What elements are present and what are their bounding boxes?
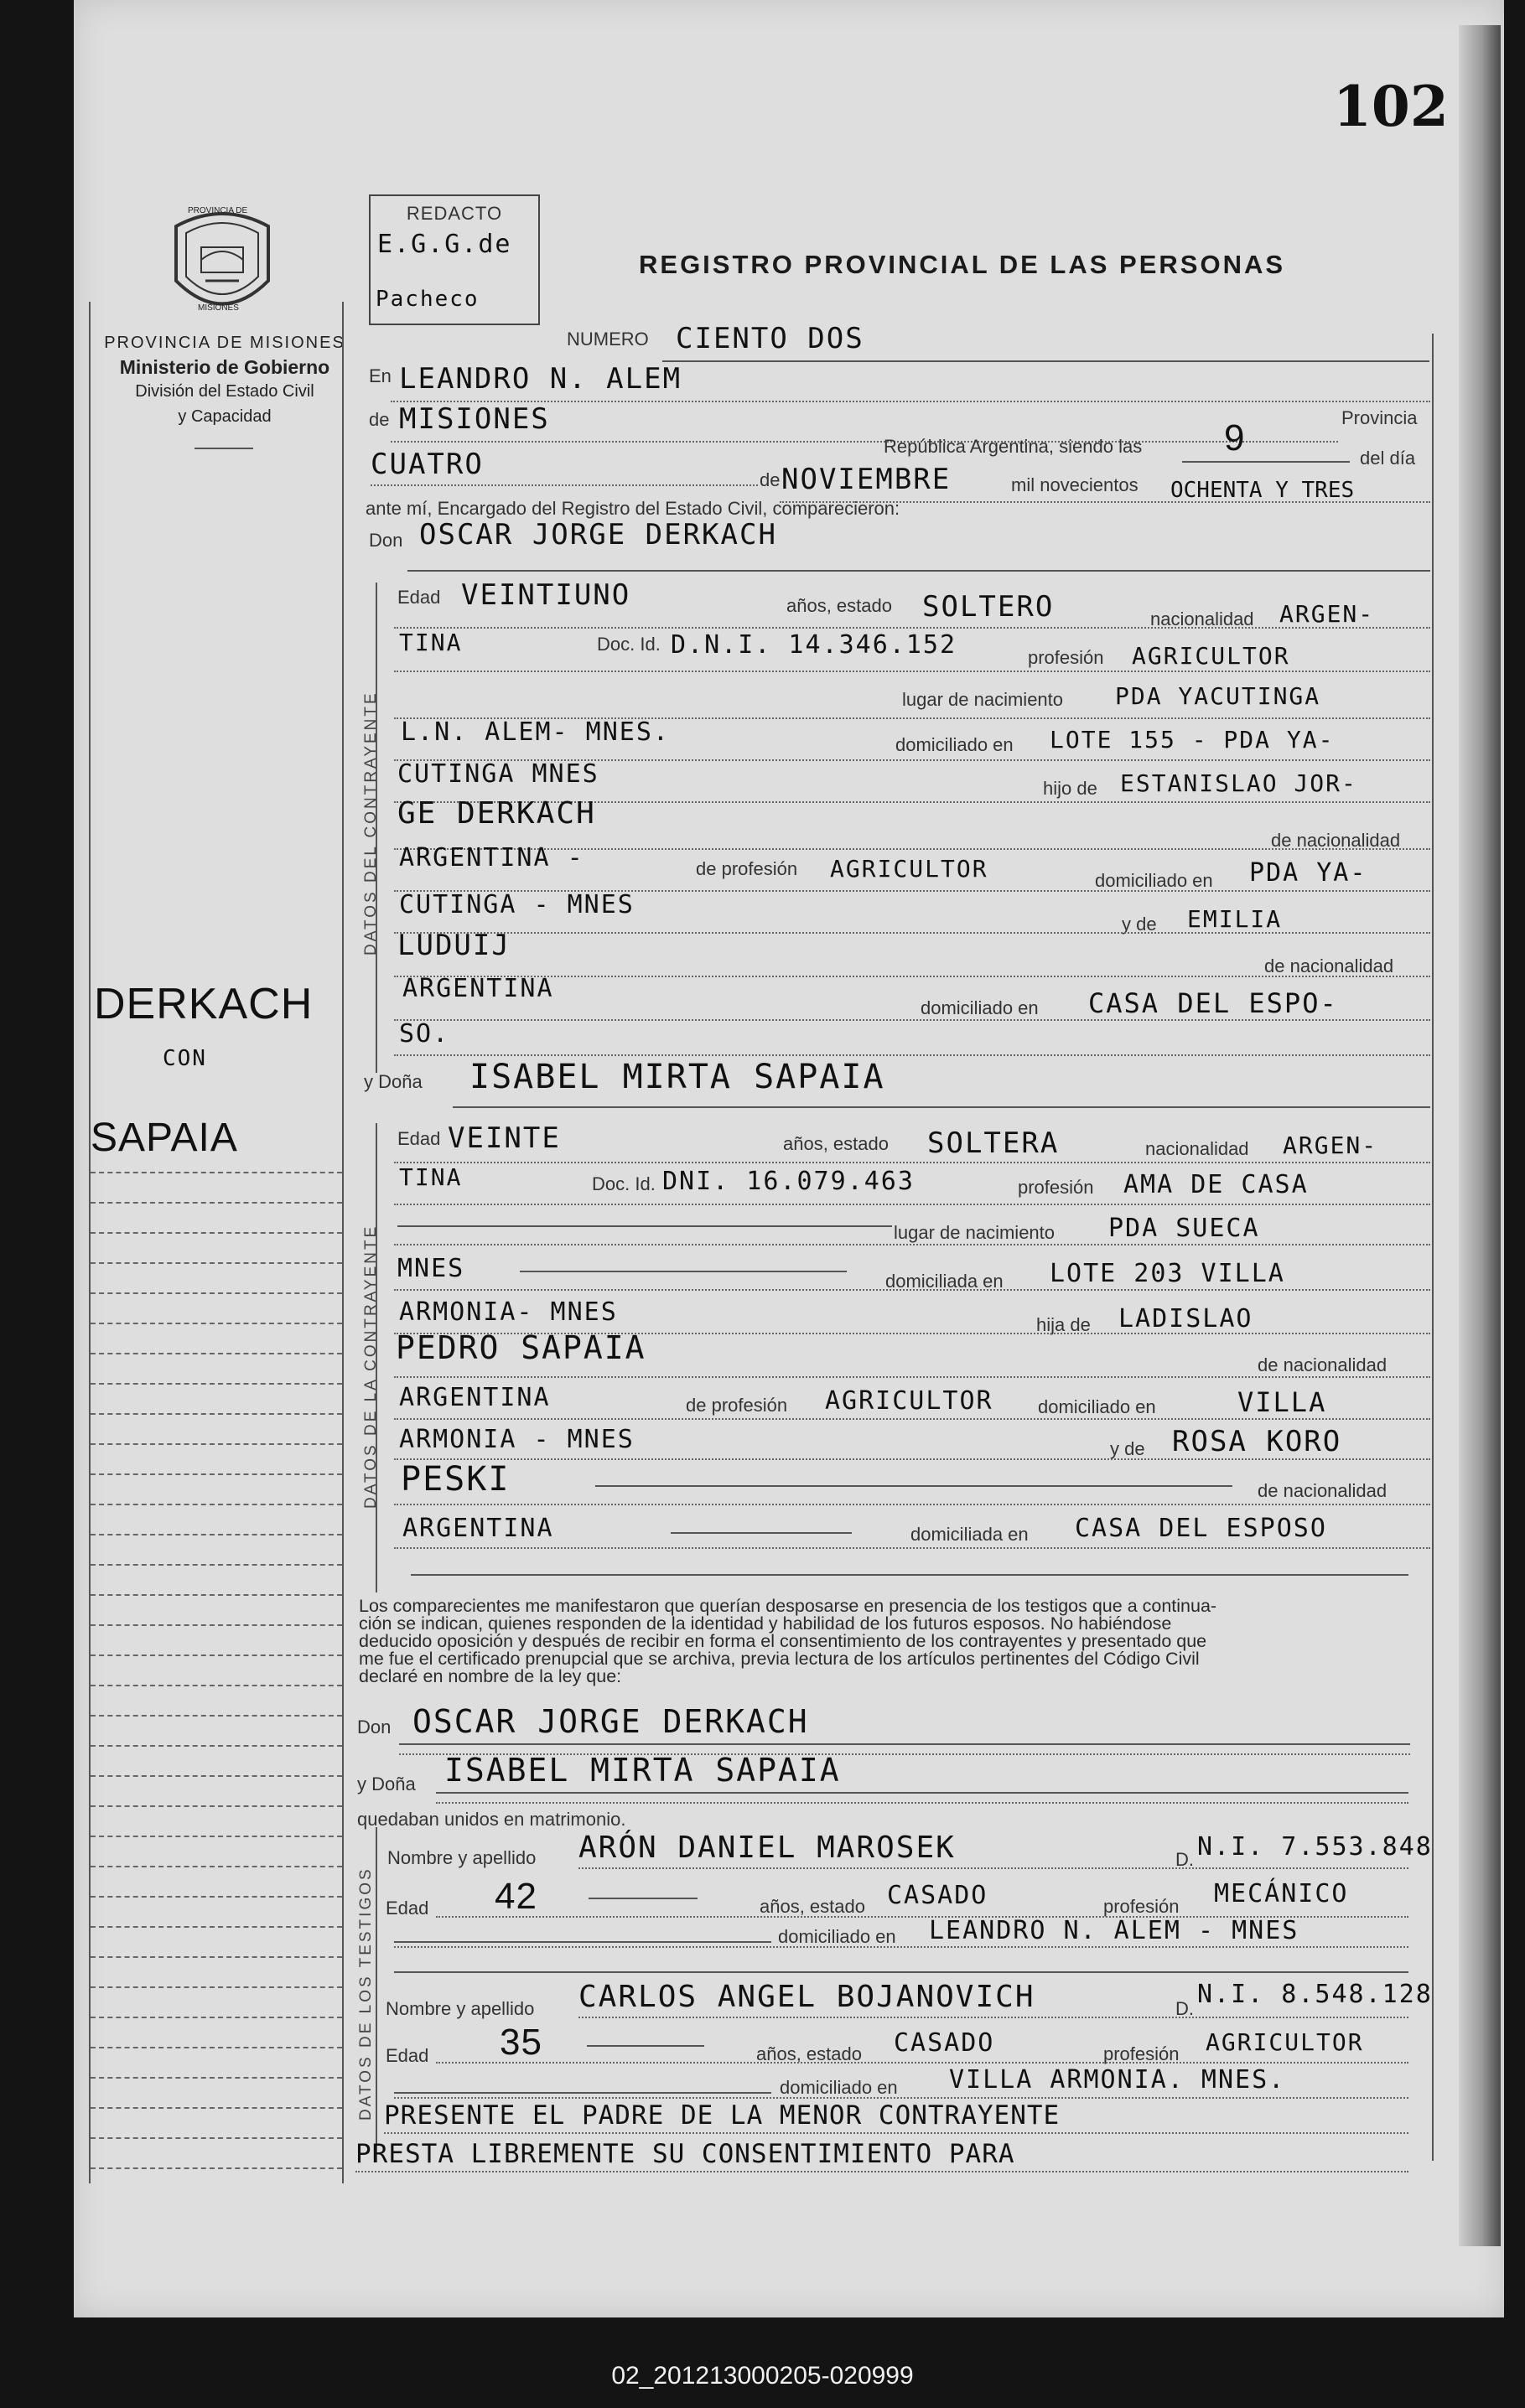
w2-dom-rule (394, 2097, 1408, 2099)
bride-lugar-rule (394, 1244, 1430, 1245)
dia-value: CUATRO (371, 448, 484, 481)
w2-anos-label: años, estado (756, 2043, 862, 2064)
mil-label: mil novecientos (1011, 474, 1139, 495)
w2-prof-label: profesión (1103, 2043, 1180, 2064)
de-label: de (369, 409, 390, 430)
declaration-line-4: me fue el certificado prenupcial que se archiva, previa lectura de los artículos pertinentes del Código Civil (359, 1649, 1200, 1669)
bride-lugar-label: lugar de nacimiento (894, 1222, 1056, 1243)
stamp-line2: E.G.G.de (377, 230, 512, 259)
bride-madre-nac-line (671, 1532, 852, 1534)
groom-doc-rule (394, 671, 1430, 672)
bride-padre-nac: ARGENTINA (399, 1383, 551, 1412)
right-border-rule (1432, 334, 1434, 2161)
margin-note-con: CON (163, 1046, 207, 1071)
w2-nombre-label: Nombre y apellido (386, 1998, 535, 2019)
mes-value: NOVIEMBRE (781, 463, 952, 496)
bride-madre-nac-rule (394, 1547, 1430, 1549)
bride-madre-value: ROSA KORO (1172, 1425, 1342, 1458)
declaration-dona-rule-2 (436, 1802, 1408, 1804)
declaration-don-label: Don (357, 1717, 392, 1737)
bride-intro-label: y Doña (364, 1071, 423, 1092)
groom-padre-value: ESTANISLAO JOR- (1120, 769, 1357, 797)
de-rule (391, 441, 1338, 443)
bride-padre-value: LADISLAO (1118, 1304, 1253, 1333)
numero-value: CIENTO DOS (676, 322, 864, 355)
w1-dom-label: domiciliado en (778, 1926, 896, 1947)
bride-madre-dom-label: domiciliada en (910, 1524, 1029, 1545)
declaration-dona-value: ISABEL MIRTA SAPAIA (444, 1752, 841, 1789)
w2-prof-value: AGRICULTOR (1206, 2028, 1364, 2056)
w1-nombre-label: Nombre y apellido (387, 1847, 537, 1868)
w1-nombre-value: ARÓN DANIEL MAROSEK (578, 1831, 956, 1865)
w2-d-label: D. (1175, 1998, 1194, 2019)
bride-madre-cont: PESKI (401, 1460, 511, 1499)
groom-edad-label: Edad (397, 587, 441, 608)
inner-column-rule (342, 302, 344, 2183)
office-capacity: y Capacidad (178, 407, 272, 426)
w2-d-value: N.I. 8.548.128 (1197, 1980, 1433, 2009)
w2-edad-rule (436, 2062, 1408, 2064)
ante-label: ante mí, Encargado del Registro del Estado Civil, comparecieron: (366, 498, 900, 519)
de-mes-label: de (760, 469, 781, 490)
groom-dom-value: LOTE 155 - PDA YA- (1050, 726, 1335, 753)
declaration-line-3: deducido oposición y después de recibir en forma el consentimiento de los contrayentes y presentado que (359, 1631, 1207, 1651)
provincia-label: Provincia (1341, 407, 1418, 428)
crest-text-top: PROVINCIA DE (188, 206, 248, 215)
w1-d-value: N.I. 7.553.848 (1197, 1832, 1433, 1862)
groom-dom-label: domiciliado en (895, 734, 1014, 755)
groom-padre-nac: ARGENTINA - (399, 843, 584, 873)
bride-padre-prof: AGRICULTOR (825, 1386, 993, 1416)
bride-madre-nac-label: de nacionalidad (1258, 1480, 1388, 1501)
bride-edad-rule (394, 1162, 1430, 1163)
en-label: En (369, 365, 392, 386)
groom-doc-value: D.N.I. 14.346.152 (671, 630, 957, 660)
bride-y-de-label: y de (1110, 1438, 1145, 1459)
bride-prof-label: profesión (1018, 1177, 1094, 1198)
groom-final-rule (394, 1054, 1430, 1056)
w1-anos-label: años, estado (760, 1896, 865, 1917)
consent-note-line-2: PRESTA LIBREMENTE SU CONSENTIMIENTO PARA (355, 2139, 1015, 2169)
crest-text-bottom: MISIONES (198, 303, 239, 313)
numero-label: NUMERO (567, 329, 649, 350)
declaration-line-1: Los comparecientes me manifestaron que querían desposarse en presencia de los testigos que a continua- (359, 1596, 1217, 1616)
w2-nombre-rule (578, 2017, 1408, 2018)
margin-note-surname-1: DERKACH (94, 980, 314, 1028)
de-value: MISIONES (399, 402, 550, 436)
w1-edad-line (589, 1898, 698, 1899)
document-heading: REGISTRO PROVINCIAL DE LAS PERSONAS (639, 250, 1286, 279)
declaration-closing: quedaban unidos en matrimonio. (357, 1809, 626, 1830)
w1-dom-value: LEANDRO N. ALEM - MNES (929, 1916, 1299, 1945)
del-dia-label: del día (1360, 448, 1416, 469)
consent-note-rule-1 (384, 2132, 1408, 2134)
bride-intro-rule (453, 1106, 1430, 1108)
groom-edad-rule (394, 627, 1430, 629)
groom-madre-dom: CASA DEL ESPO- (1088, 987, 1338, 1019)
w2-estado-value: CASADO (894, 2028, 995, 2058)
bride-madre-cont-row-rule (394, 1504, 1430, 1505)
bride-padre-prof-label: de profesión (686, 1395, 788, 1416)
stamp-printed: REDACTO (406, 203, 503, 224)
numero-rule (662, 360, 1429, 362)
bride-nac-value: ARGEN- (1283, 1132, 1378, 1159)
bride-dom-value: LOTE 203 VILLA (1050, 1259, 1285, 1288)
declaration-don-rule (399, 1743, 1410, 1745)
groom-doc-label: Doc. Id. (597, 634, 661, 655)
stamp-line3: Pacheco (376, 287, 480, 312)
groom-section-label: DATOS DEL CONTRAYENTE (362, 691, 380, 955)
bride-intro-name: ISABEL MIRTA SAPAIA (469, 1058, 885, 1096)
groom-padre-prof: AGRICULTOR (830, 855, 988, 883)
office-rule (195, 448, 253, 449)
groom-madre-dom-label: domiciliado en (921, 997, 1039, 1018)
bride-nac-cont: TINA (399, 1163, 463, 1191)
left-column-rule (89, 302, 91, 2183)
groom-padre-cont: GE DERKACH (397, 796, 596, 831)
groom-name: OSCAR JORGE DERKACH (419, 518, 777, 552)
groom-anos-label: años, estado (786, 595, 892, 616)
bride-madre-dom: CASA DEL ESPOSO (1075, 1514, 1327, 1543)
w2-nombre-value: CARLOS ANGEL BOJANOVICH (578, 1980, 1035, 2014)
groom-lugar-cont: L.N. ALEM- MNES. (401, 717, 670, 747)
bride-dom-label: domiciliada en (885, 1271, 1004, 1292)
groom-lugar-label: lugar de nacimiento (902, 689, 1064, 710)
consent-note-rule-2 (355, 2171, 1408, 2172)
groom-padre-dom-cont: CUTINGA - MNES (399, 890, 635, 919)
office-division: División del Estado Civil (135, 382, 314, 401)
en-value: LEANDRO N. ALEM (399, 362, 682, 396)
consent-note-line-1: PRESENTE EL PADRE DE LA MENOR CONTRAYENTE (384, 2100, 1061, 2131)
groom-madre-nac-rule (394, 1019, 1430, 1021)
bride-edad-value: VEINTE (448, 1121, 561, 1155)
w1-edad-label: Edad (386, 1898, 429, 1919)
w1-prof-label: profesión (1103, 1896, 1180, 1917)
day-rule (1182, 461, 1350, 463)
groom-padre-nac-label: de nacionalidad (1271, 830, 1401, 851)
page-edge (1459, 25, 1501, 2246)
year-value: OCHENTA Y TRES (1170, 478, 1355, 503)
bride-lugar-blank (397, 1225, 892, 1227)
w1-final-rule (394, 1971, 1408, 1973)
bride-madre-rule (394, 1458, 1430, 1460)
bride-padre-dom-label: domiciliado en (1038, 1396, 1156, 1417)
w1-dom-rule (394, 1946, 1408, 1948)
footer-caption: 02_201213000205-020999 (611, 2362, 914, 2390)
groom-madre-rule (394, 932, 1430, 934)
groom-padre-dom-label: domiciliado en (1095, 870, 1213, 891)
declaration-don-value: OSCAR JORGE DERKACH (412, 1703, 809, 1740)
margin-note-surname-2: SAPAIA (91, 1116, 238, 1160)
declaration-dona-rule (436, 1792, 1408, 1794)
bride-padre-nac-rule (394, 1418, 1430, 1420)
w2-dom-value: VILLA ARMONIA. MNES. (949, 2065, 1286, 2095)
bride-doc-rule (394, 1204, 1430, 1205)
bride-padre-cont: PEDRO SAPAIA (396, 1329, 646, 1366)
bride-nac-label: nacionalidad (1145, 1138, 1249, 1159)
w1-d-label: D. (1175, 1849, 1194, 1870)
bride-estado-value: SOLTERA (927, 1126, 1060, 1160)
groom-y-de-label: y de (1122, 914, 1157, 935)
bride-padre-nac-label: de nacionalidad (1258, 1354, 1388, 1375)
bride-dom-cont: ARMONIA- MNES (399, 1297, 618, 1327)
witness-section-rule (376, 1827, 377, 2162)
groom-nac-label: nacionalidad (1150, 608, 1254, 629)
groom-hijo-label: hijo de (1043, 778, 1097, 799)
groom-madre-cont: LUDUIJ (397, 929, 511, 962)
don-label: Don (369, 530, 403, 551)
groom-padre-dom: PDA YA- (1249, 858, 1367, 888)
groom-madre-dom-cont: SO. (399, 1019, 450, 1049)
bride-anos-label: años, estado (783, 1133, 889, 1154)
dia-rule (371, 484, 758, 486)
w2-edad-value: 35 (500, 2022, 542, 2063)
witness-section-label: DATOS DE LOS TESTIGOS (357, 1867, 375, 2121)
groom-prof-value: AGRICULTOR (1132, 642, 1290, 670)
bride-dom-rule (394, 1289, 1430, 1291)
declaration-text (359, 1598, 1432, 1686)
groom-nac-value: ARGEN- (1279, 600, 1375, 628)
w1-prof-value: MECÁNICO (1214, 1879, 1349, 1908)
declaration-dona-label: y Doña (357, 1774, 416, 1794)
bride-madre-nac: ARGENTINA (402, 1514, 554, 1543)
groom-lugar-value: PDA YACUTINGA (1115, 682, 1321, 710)
bride-hija-label: hija de (1036, 1314, 1091, 1335)
declaration-line-5: declaré en nombre de la ley que: (359, 1666, 622, 1686)
groom-madre-nac: ARGENTINA (402, 974, 554, 1003)
bride-padre-dom: VILLA (1237, 1386, 1327, 1418)
w2-dom-label: domiciliado en (780, 2077, 898, 2098)
republica-label: República Argentina, siendo las (884, 436, 1143, 457)
bride-prof-value: AMA DE CASA (1123, 1170, 1309, 1199)
w1-edad-value: 42 (495, 1876, 537, 1917)
bride-lugar-cont-rule (520, 1271, 847, 1272)
groom-nac-cont: TINA (399, 629, 463, 656)
groom-dom-cont: CUTINGA MNES (397, 759, 599, 789)
w2-dom-blank (394, 2092, 771, 2094)
bride-padre-rule (394, 1376, 1430, 1378)
declaration-line-2: ción se indican, quienes responden de la identidad y habilidad de los futuros esposos. No habiéndose (359, 1613, 1172, 1634)
bride-lugar-cont: MNES (397, 1254, 465, 1283)
bride-edad-label: Edad (397, 1128, 441, 1149)
w1-nombre-rule (578, 1867, 1408, 1869)
bride-lugar-value: PDA SUECA (1108, 1214, 1260, 1243)
bride-final-rule (411, 1574, 1408, 1576)
groom-edad-value: VEINTIUNO (461, 578, 631, 612)
folio-number: 102 (1333, 74, 1449, 139)
office-province: PROVINCIA DE MISIONES (104, 334, 345, 352)
bride-madre-cont-rule (595, 1485, 1232, 1487)
bride-doc-value: DNI. 16.079.463 (662, 1167, 915, 1196)
w1-dom-blank (394, 1941, 771, 1943)
w1-estado-value: CASADO (887, 1881, 988, 1910)
w2-edad-label: Edad (386, 2045, 429, 2066)
groom-padre-prof-label: de profesión (696, 858, 798, 879)
bride-section-label: DATOS DE LA CONTRAYENTE (362, 1224, 380, 1509)
groom-madre-value: EMILIA (1187, 905, 1283, 933)
groom-madre-nac-label: de nacionalidad (1264, 955, 1394, 976)
groom-name-rule (407, 570, 1430, 572)
redacto-stamp (369, 194, 540, 325)
groom-estado-value: SOLTERO (922, 590, 1055, 624)
bride-padre-dom-cont: ARMONIA - MNES (399, 1425, 635, 1454)
bride-doc-label: Doc. Id. (592, 1173, 656, 1194)
day-value: 9 (1224, 417, 1246, 458)
office-ministry: Ministerio de Gobierno (119, 356, 330, 378)
groom-prof-label: profesión (1028, 647, 1104, 668)
w2-edad-line (587, 2045, 704, 2047)
